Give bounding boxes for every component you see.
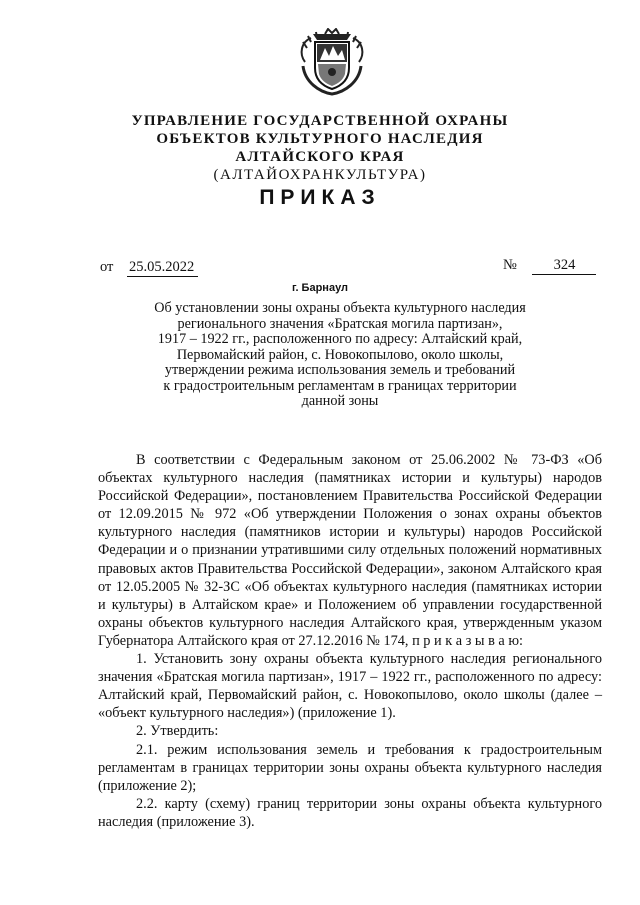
order-number: [503, 257, 596, 275]
date-prefix: от: [100, 259, 114, 275]
body-paragraph-item-2-1: 2.1. режим использования земель и требования к градостроительным регламентам в границах территории зоны охраны объекта культурного наследия (приложение 2);: [98, 741, 602, 794]
subject-line: Об установлении зоны охраны объекта культурного наследия: [154, 300, 526, 316]
org-line-1: УПРАВЛЕНИЕ ГОСУДАРСТВЕННОЙ ОХРАНЫ: [131, 113, 509, 129]
body-paragraph-preamble: В соответствии с Федеральным законом от 25.06.2002 № 73-ФЗ «Об объектах культурного наследия (памятниках истории и культуры) народов Российской Федерации», постановлением Правительства Российской Федерации от 12.09.2015 № 972 «Об утверждении Положения о зонах охраны объектов культурного наследия (памятников истории и культуры) народов Российской Федерации и о признании утратившими силу отдельных положений нормативных правовых актов Правительства Российской Федерации», законом Алтайского края от 12.05.2005 № 32-ЗС «Об объектах культурного наследия (памятниках истории и культуры) в Алтайском крае» и Положением об управлении государственной охраны объектов культурного наследия Алтайского края, утвержденным указом Губернатора Алтайского края от 27.12.2016 № 174, п р и к а з ы в а ю:: [98, 452, 602, 649]
subject-line: 1917 – 1922 гг., расположенного по адресу: Алтайский край,: [157, 331, 523, 347]
order-subject: [130, 301, 550, 410]
order-date: [100, 259, 198, 277]
date-value: 25.05.2022: [127, 259, 198, 277]
org-line-3: АЛТАЙСКОГО КРАЯ: [235, 149, 405, 165]
number-value: 324: [532, 257, 596, 275]
body-paragraph-item-2-2: 2.2. карту (схему) границ территории зоны охраны объекта культурного наследия (приложение 3).: [98, 795, 602, 830]
number-prefix: №: [503, 257, 517, 273]
body-paragraph-item-2: 2. Утвердить:: [136, 723, 219, 740]
city: г. Барнаул: [291, 282, 349, 294]
subject-line: Первомайский район, с. Новокопылово, около школы,: [176, 346, 504, 363]
subject-line: данной зоны: [301, 393, 379, 409]
subject-line: регионального значения «Братская могила партизан»,: [177, 315, 503, 332]
order-title: ПРИКАЗ: [259, 186, 381, 209]
subject-line: утверждении режима использования земель и требований: [164, 362, 516, 378]
subject-line: к градостроительным регламентам в границах территории: [163, 377, 517, 394]
order-body: [98, 451, 602, 831]
org-short-name: (АЛТАЙОХРАНКУЛЬТУРА): [213, 167, 427, 183]
org-line-2: ОБЪЕКТОВ КУЛЬТУРНОГО НАСЛЕДИЯ: [156, 131, 484, 147]
organization-name: [0, 112, 640, 184]
coat-of-arms-emblem: [295, 28, 369, 98]
body-paragraph-item-1: 1. Установить зону охраны объекта культурного наследия регионального значения «Братская могила партизан», 1917 – 1922 гг., расположенного по адресу: Алтайский край, Первомайский район, с. Новокопылово, около школы (далее – «объект культурного наследия») (приложение 1).: [98, 651, 602, 722]
